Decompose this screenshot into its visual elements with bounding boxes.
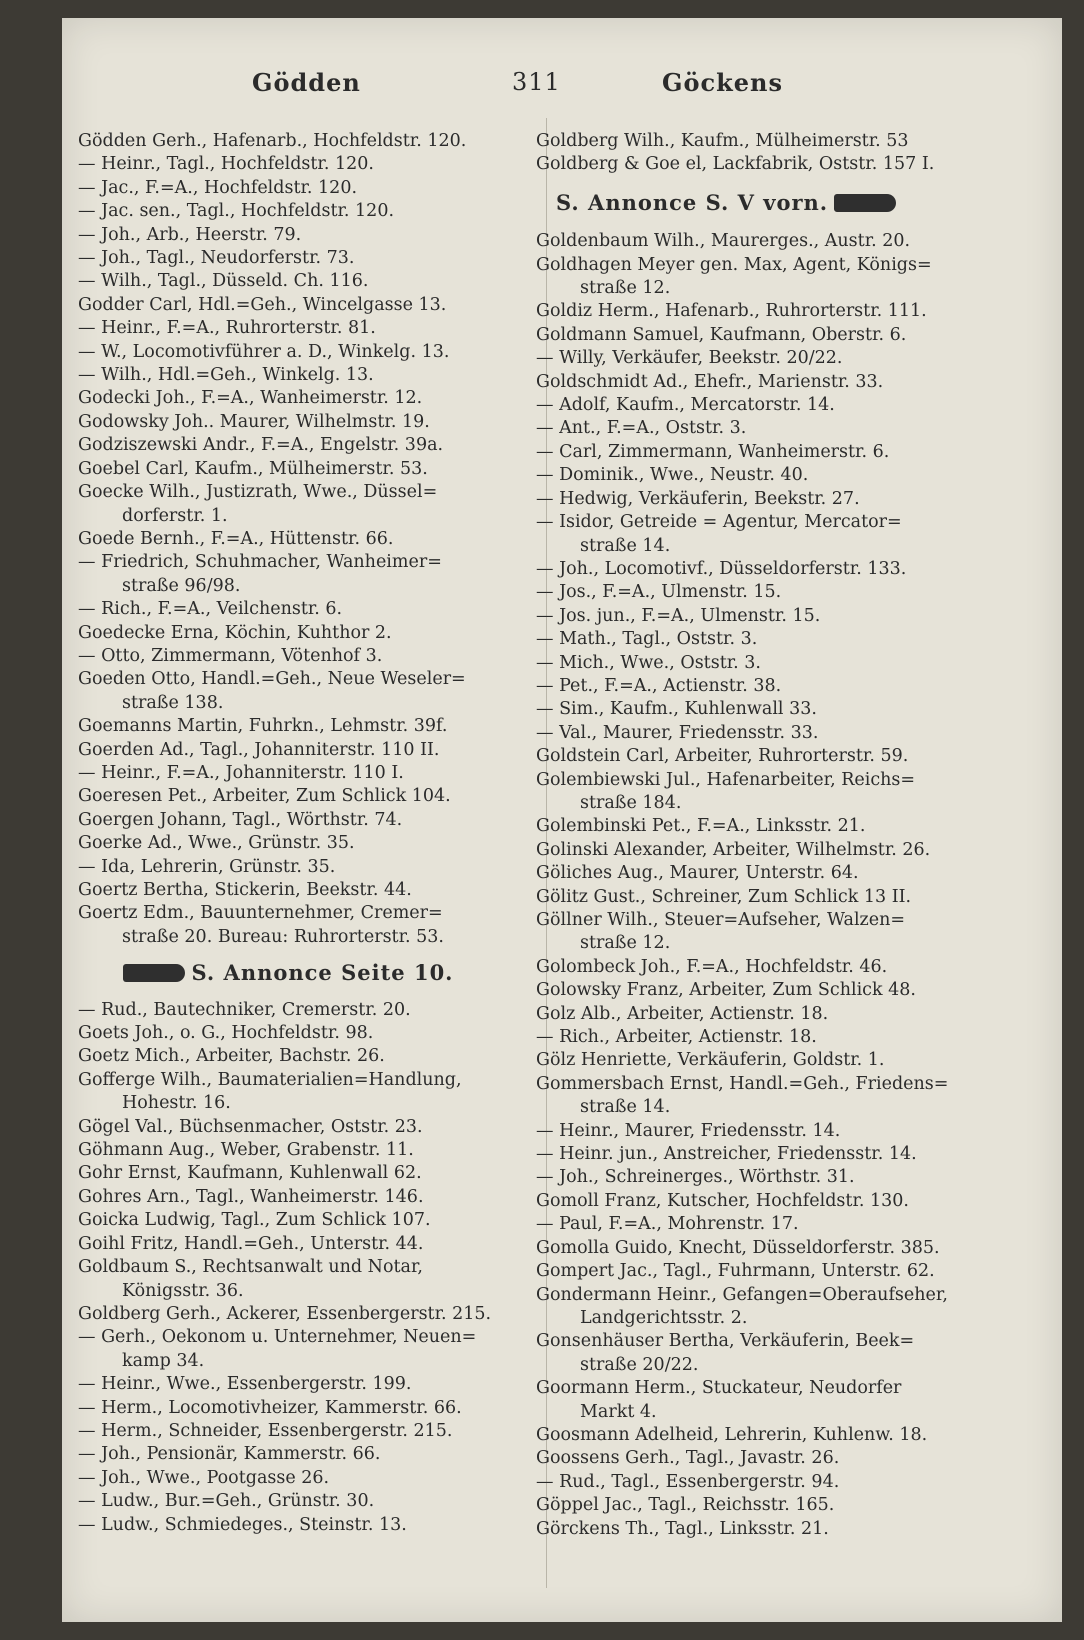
entry-text: — Ludw., Schmiedeges., Steinstr. 13. xyxy=(78,1514,407,1535)
entry-text: Goldberg & Goe el, Lackfabrik, Oststr. 157 I. xyxy=(536,154,935,175)
entry-text: Golinski Alexander, Arbeiter, Wilhelmstr. 26. xyxy=(536,839,931,860)
entry-text: Görckens Th., Tagl., Linksstr. 21. xyxy=(536,1518,829,1539)
directory-entry xyxy=(78,153,493,176)
entry-text: — Dominik., Wwe., Neustr. 40. xyxy=(536,465,809,486)
entry-text: — Math., Tagl., Oststr. 3. xyxy=(536,629,758,650)
directory-entry xyxy=(78,200,493,223)
entry-text: Gödden Gerh., Hafenarb., Hochfeldstr. 120. xyxy=(78,131,467,151)
entry-text: Gögel Val., Büchsenmacher, Oststr. 23. xyxy=(78,1116,423,1137)
entry-continuation: straße 14. xyxy=(580,1097,671,1118)
directory-entry xyxy=(536,605,951,628)
directory-entry xyxy=(78,247,493,270)
directory-entry xyxy=(78,1303,493,1326)
entry-text: — Jac. sen., Tagl., Hochfeldstr. 120. xyxy=(78,201,395,222)
entry-text: Godziszewski Andr., F.=A., Engelstr. 39a. xyxy=(78,435,444,456)
entry-text: Goertz Bertha, Stickerin, Beekstr. 44. xyxy=(78,880,412,900)
directory-entry xyxy=(78,1186,493,1209)
entry-continuation: Hohestr. 16. xyxy=(122,1093,231,1114)
entry-text: Goldstein Carl, Arbeiter, Ruhrorterstr. 59. xyxy=(536,746,909,767)
directory-entry xyxy=(536,675,951,698)
directory-entry xyxy=(78,1069,493,1116)
directory-entry xyxy=(536,417,951,440)
directory-entry xyxy=(78,1209,493,1232)
directory-entry xyxy=(536,745,951,768)
entry-text: Göhmann Aug., Weber, Grabenstr. 11. xyxy=(78,1140,414,1161)
directory-entry xyxy=(78,1116,493,1139)
entry-text: Goossens Gerh., Tagl., Javastr. 26. xyxy=(536,1448,840,1469)
entry-text: Goerke Ad., Wwe., Grünstr. 35. xyxy=(78,833,355,854)
directory-entry xyxy=(536,722,951,745)
directory-entry xyxy=(536,1003,951,1026)
directory-entry xyxy=(536,769,951,816)
entry-text: Göllner Wilh., Steuer=Aufseher, Walzen= xyxy=(536,910,906,930)
directory-entry xyxy=(78,832,493,855)
directory-entry xyxy=(78,622,493,645)
entry-text: — Friedrich, Schuhmacher, Wanheimer= xyxy=(78,552,442,573)
directory-entry xyxy=(536,1190,951,1213)
entry-text: — Heinr., Maurer, Friedensstr. 14. xyxy=(536,1120,841,1141)
left-entries-bottom xyxy=(78,999,493,1537)
entry-text: Godowsky Joh.. Maurer, Wilhelmstr. 19. xyxy=(78,411,430,432)
entry-text: — Gerh., Oekonom u. Unternehmer, Neuen= xyxy=(78,1327,477,1348)
directory-entry xyxy=(536,1471,951,1494)
directory-entry xyxy=(536,511,951,558)
directory-entry xyxy=(78,1162,493,1185)
directory-entry xyxy=(78,1467,493,1490)
entry-text: Goede Bernh., F.=A., Hüttenstr. 66. xyxy=(78,528,394,549)
entry-text: Gomolla Guido, Knecht, Düsseldorferstr. 385. xyxy=(536,1237,940,1258)
entry-text: — Joh., Pensionär, Kammerstr. 66. xyxy=(78,1444,381,1465)
entry-text: — Adolf, Kaufm., Mercatorstr. 14. xyxy=(536,395,835,416)
entry-text: — Joh., Schreinerges., Wörthstr. 31. xyxy=(536,1167,855,1188)
directory-entry xyxy=(78,1397,493,1420)
entry-text: — Joh., Tagl., Neudorferstr. 73. xyxy=(78,248,355,269)
right-column xyxy=(536,130,951,1541)
entry-text: Godder Carl, Hdl.=Geh., Wincelgasse 13. xyxy=(78,294,447,315)
directory-entry xyxy=(78,1022,493,1045)
running-head-left: Gödden xyxy=(252,68,361,97)
entry-text: — Mich., Wwe., Oststr. 3. xyxy=(536,652,761,673)
advert-notice-right xyxy=(536,191,951,214)
entry-text: — Jos., F.=A., Ulmenstr. 15. xyxy=(536,582,782,603)
entry-text: — Ida, Lehrerin, Grünstr. 35. xyxy=(78,856,336,877)
entry-text: Goosmann Adelheid, Lehrerin, Kuhlenw. 18. xyxy=(536,1424,928,1445)
entry-text: Golowsky Franz, Arbeiter, Zum Schlick 48. xyxy=(536,980,916,1001)
directory-entry xyxy=(78,1490,493,1513)
directory-entry xyxy=(536,1143,951,1166)
entry-continuation: straße 12. xyxy=(580,933,671,954)
directory-entry xyxy=(78,364,493,387)
advert-notice-left xyxy=(78,961,493,984)
entry-text: Gonsenhäuser Bertha, Verkäuferin, Beek= xyxy=(536,1331,915,1352)
entry-text: Goormann Herm., Stuckateur, Neudorfer xyxy=(536,1378,902,1399)
entry-text: Goihl Fritz, Handl.=Geh., Unterstr. 44. xyxy=(78,1233,424,1254)
directory-entry xyxy=(78,458,493,481)
entry-text: — Rud., Bautechniker, Cremerstr. 20. xyxy=(78,999,411,1020)
directory-entry xyxy=(78,387,493,410)
directory-entry xyxy=(536,1237,951,1260)
entry-continuation: Landgerichtsstr. 2. xyxy=(580,1307,748,1328)
entry-continuation: straße 20. Bureau: Ruhrorterstr. 53. xyxy=(122,926,444,947)
entry-text: — Rich., Arbeiter, Actienstr. 18. xyxy=(536,1027,817,1048)
directory-entry xyxy=(536,1284,951,1331)
directory-entry xyxy=(78,294,493,317)
entry-continuation: straße 20/22. xyxy=(580,1354,699,1375)
entry-text: — Rich., F.=A., Veilchenstr. 6. xyxy=(78,599,343,620)
page-number: 311 xyxy=(512,68,561,96)
directory-entry xyxy=(78,1326,493,1373)
directory-entry xyxy=(536,628,951,651)
entry-text: Goeresen Pet., Arbeiter, Zum Schlick 104. xyxy=(78,786,451,807)
entry-text: Goemanns Martin, Fuhrkn., Lehmstr. 39f. xyxy=(78,716,448,737)
entry-text: Golombeck Joh., F.=A., Hochfeldstr. 46. xyxy=(536,956,888,977)
entry-text: — Paul, F.=A., Mohrenstr. 17. xyxy=(536,1214,799,1235)
entry-continuation: straße 12. xyxy=(580,278,671,299)
entry-text: — Pet., F.=A., Actienstr. 38. xyxy=(536,675,782,696)
entry-text: Golembinski Pet., F.=A., Linksstr. 21. xyxy=(536,816,866,837)
entry-continuation: kamp 34. xyxy=(122,1350,205,1371)
entry-continuation: straße 14. xyxy=(580,535,671,556)
advert-text-right: S. Annonce S. V vorn. xyxy=(556,189,829,215)
entry-text: Goedecke Erna, Köchin, Kuhthor 2. xyxy=(78,622,392,643)
directory-entry xyxy=(78,481,493,528)
directory-entry xyxy=(78,739,493,762)
directory-entry xyxy=(78,1233,493,1256)
entry-continuation: straße 96/98. xyxy=(122,575,241,596)
directory-entry xyxy=(78,1256,493,1303)
directory-entry xyxy=(536,300,951,323)
entry-text: Goetz Mich., Arbeiter, Bachstr. 26. xyxy=(78,1046,385,1067)
directory-entry xyxy=(78,1514,493,1537)
directory-entry xyxy=(536,230,951,253)
entry-text: Gohr Ernst, Kaufmann, Kuhlenwall 62. xyxy=(78,1163,422,1184)
directory-entry xyxy=(536,371,951,394)
directory-entry xyxy=(536,1260,951,1283)
entry-text: Goldmann Samuel, Kaufmann, Oberstr. 6. xyxy=(536,324,907,345)
entry-text: Goldiz Herm., Hafenarb., Ruhrorterstr. 111. xyxy=(536,301,927,322)
directory-entry xyxy=(536,1447,951,1470)
entry-text: — Joh., Wwe., Pootgasse 26. xyxy=(78,1467,330,1488)
entry-text: — Joh., Arb., Heerstr. 79. xyxy=(78,224,302,245)
directory-entry xyxy=(78,645,493,668)
entry-text: — Willy, Verkäufer, Beekstr. 20/22. xyxy=(536,348,843,369)
page-header xyxy=(62,62,1062,102)
entry-text: Gohres Arn., Tagl., Wanheimerstr. 146. xyxy=(78,1186,424,1207)
entry-text: Gölitz Gust., Schreiner, Zum Schlick 13 II. xyxy=(536,886,912,907)
entry-continuation: straße 138. xyxy=(122,692,224,713)
entry-text: Goerden Ad., Tagl., Johanniterstr. 110 II. xyxy=(78,739,440,760)
entry-text: Golz Alb., Arbeiter, Actienstr. 18. xyxy=(536,1003,829,1024)
directory-entry xyxy=(536,1518,951,1541)
directory-entry xyxy=(536,558,951,581)
entry-text: Goicka Ludwig, Tagl., Zum Schlick 107. xyxy=(78,1210,431,1231)
entry-text: — Val., Maurer, Friedensstr. 33. xyxy=(536,722,819,743)
directory-entry xyxy=(536,394,951,417)
directory-entry xyxy=(78,879,493,902)
directory-entry xyxy=(78,411,493,434)
entry-text: — W., Locomotivführer a. D., Winkelg. 13. xyxy=(78,341,450,362)
entry-continuation: Markt 4. xyxy=(580,1401,657,1422)
left-column xyxy=(78,130,493,1537)
directory-entry xyxy=(536,1213,951,1236)
directory-entry xyxy=(536,1026,951,1049)
directory-entry xyxy=(536,1330,951,1377)
entry-text: Gomoll Franz, Kutscher, Hochfeldstr. 130. xyxy=(536,1190,909,1211)
entry-text: — Rud., Tagl., Essenbergerstr. 94. xyxy=(536,1471,840,1492)
entry-text: Goldhagen Meyer gen. Max, Agent, Königs= xyxy=(536,254,932,275)
entry-text: — Wilh., Tagl., Düsseld. Ch. 116. xyxy=(78,271,369,292)
directory-entry xyxy=(78,902,493,949)
entry-text: — Herm., Schneider, Essenbergerstr. 215. xyxy=(78,1420,453,1441)
entry-text: — Otto, Zimmermann, Vötenhof 3. xyxy=(78,645,383,666)
directory-entry xyxy=(78,224,493,247)
entry-text: — Heinr., Tagl., Hochfeldstr. 120. xyxy=(78,154,374,175)
entry-text: Gölz Henriette, Verkäuferin, Goldstr. 1. xyxy=(536,1050,885,1071)
directory-entry xyxy=(536,1166,951,1189)
entry-text: Gompert Jac., Tagl., Fuhrmann, Unterstr. 62. xyxy=(536,1261,935,1282)
directory-entry xyxy=(78,1373,493,1396)
directory-entry xyxy=(536,1049,951,1072)
entry-continuation: Königsstr. 36. xyxy=(122,1280,244,1301)
directory-entry xyxy=(536,956,951,979)
directory-entry xyxy=(536,652,951,675)
directory-entry xyxy=(536,130,951,153)
entry-text: — Wilh., Hdl.=Geh., Winkelg. 13. xyxy=(78,365,374,386)
entry-text: Goecke Wilh., Justizrath, Wwe., Düssel= xyxy=(78,482,438,503)
entry-text: Göliches Aug., Maurer, Unterstr. 64. xyxy=(536,863,859,884)
entry-text: Godecki Joh., F.=A., Wanheimerstr. 12. xyxy=(78,388,423,409)
entry-text: — Herm., Locomotivheizer, Kammerstr. 66. xyxy=(78,1397,462,1418)
entry-text: Goets Joh., o. G., Hochfeldstr. 98. xyxy=(78,1023,374,1044)
entry-text: — Carl, Zimmermann, Wanheimerstr. 6. xyxy=(536,441,890,462)
directory-entry xyxy=(78,130,493,153)
directory-entry xyxy=(536,909,951,956)
entry-text: Goeden Otto, Handl.=Geh., Neue Weseler= xyxy=(78,669,466,690)
directory-entry xyxy=(536,254,951,301)
entry-text: Goldenbaum Wilh., Maurerges., Austr. 20. xyxy=(536,231,911,252)
entry-text: Gondermann Heinr., Gefangen=Oberaufseher, xyxy=(536,1284,948,1305)
running-head-right: Göckens xyxy=(662,68,783,97)
entry-text: Göppel Jac., Tagl., Reichsstr. 165. xyxy=(536,1495,835,1516)
directory-entry xyxy=(78,434,493,457)
directory-entry xyxy=(78,668,493,715)
directory-entry xyxy=(536,153,951,176)
entry-text: — Heinr., F.=A., Johanniterstr. 110 I. xyxy=(78,762,404,783)
directory-entry xyxy=(536,886,951,909)
right-entries-top xyxy=(536,130,951,177)
directory-entry xyxy=(78,1420,493,1443)
directory-entry xyxy=(536,979,951,1002)
pointing-hand-icon xyxy=(834,194,896,212)
directory-entry xyxy=(78,341,493,364)
left-entries-top xyxy=(78,130,493,949)
entry-text: Goldberg Wilh., Kaufm., Mülheimerstr. 53 xyxy=(536,131,909,151)
advert-text-left: S. Annonce Seite 10. xyxy=(191,960,454,986)
directory-entry xyxy=(78,1139,493,1162)
directory-entry xyxy=(536,1494,951,1517)
directory-entry xyxy=(536,464,951,487)
entry-text: — Jac., F.=A., Hochfeldstr. 120. xyxy=(78,177,358,198)
directory-entry xyxy=(536,862,951,885)
directory-entry xyxy=(78,785,493,808)
directory-entry xyxy=(78,270,493,293)
directory-entry xyxy=(78,598,493,621)
directory-entry xyxy=(536,1120,951,1143)
entry-continuation: dorferstr. 1. xyxy=(122,505,228,526)
directory-entry xyxy=(78,762,493,785)
directory-entry xyxy=(78,1045,493,1068)
directory-entry xyxy=(78,999,493,1022)
entry-text: Goertz Edm., Bauunternehmer, Cremer= xyxy=(78,903,443,924)
entry-text: Goebel Carl, Kaufm., Mülheimerstr. 53. xyxy=(78,458,428,479)
directory-entry xyxy=(536,839,951,862)
entry-text: Gommersbach Ernst, Handl.=Geh., Friedens= xyxy=(536,1073,949,1094)
directory-entry xyxy=(536,488,951,511)
pointing-hand-icon xyxy=(123,964,185,982)
directory-entry xyxy=(536,815,951,838)
entry-text: Goldberg Gerh., Ackerer, Essenbergerstr. 215. xyxy=(78,1303,492,1324)
directory-entry xyxy=(536,1377,951,1424)
directory-entry xyxy=(78,551,493,598)
directory-entry xyxy=(78,528,493,551)
entry-text: Goergen Johann, Tagl., Wörthstr. 74. xyxy=(78,809,403,830)
entry-text: Goldbaum S., Rechtsanwalt und Notar, xyxy=(78,1257,423,1278)
directory-entry xyxy=(536,1073,951,1120)
entry-text: Goldschmidt Ad., Ehefr., Marienstr. 33. xyxy=(536,371,884,392)
entry-text: — Isidor, Getreide = Agentur, Mercator= xyxy=(536,512,902,533)
directory-entry xyxy=(536,441,951,464)
entry-continuation: straße 184. xyxy=(580,792,682,813)
directory-entry xyxy=(536,581,951,604)
right-entries-bottom xyxy=(536,230,951,1541)
directory-entry xyxy=(78,317,493,340)
entry-text: Golembiewski Jul., Hafenarbeiter, Reichs= xyxy=(536,769,916,790)
directory-entry xyxy=(536,324,951,347)
entry-text: — Ant., F.=A., Oststr. 3. xyxy=(536,418,747,439)
entry-text: — Hedwig, Verkäuferin, Beekstr. 27. xyxy=(536,488,860,509)
directory-entry xyxy=(78,856,493,879)
entry-text: — Ludw., Bur.=Geh., Grünstr. 30. xyxy=(78,1491,375,1512)
directory-entry xyxy=(536,347,951,370)
directory-entry xyxy=(78,809,493,832)
directory-entry xyxy=(536,1424,951,1447)
entry-text: Gofferge Wilh., Baumaterialien=Handlung, xyxy=(78,1069,462,1090)
entry-text: — Heinr., Wwe., Essenbergerstr. 199. xyxy=(78,1374,412,1395)
directory-page xyxy=(62,18,1062,1622)
entry-text: — Sim., Kaufm., Kuhlenwall 33. xyxy=(536,699,817,720)
directory-entry xyxy=(78,177,493,200)
directory-entry xyxy=(78,715,493,738)
directory-entry xyxy=(78,1443,493,1466)
directory-entry xyxy=(536,698,951,721)
entry-text: — Jos. jun., F.=A., Ulmenstr. 15. xyxy=(536,605,821,626)
entry-text: — Joh., Locomotivf., Düsseldorferstr. 133. xyxy=(536,558,907,579)
entry-text: — Heinr., F.=A., Ruhrorterstr. 81. xyxy=(78,318,376,339)
entry-text: — Heinr. jun., Anstreicher, Friedensstr. 14. xyxy=(536,1144,917,1165)
